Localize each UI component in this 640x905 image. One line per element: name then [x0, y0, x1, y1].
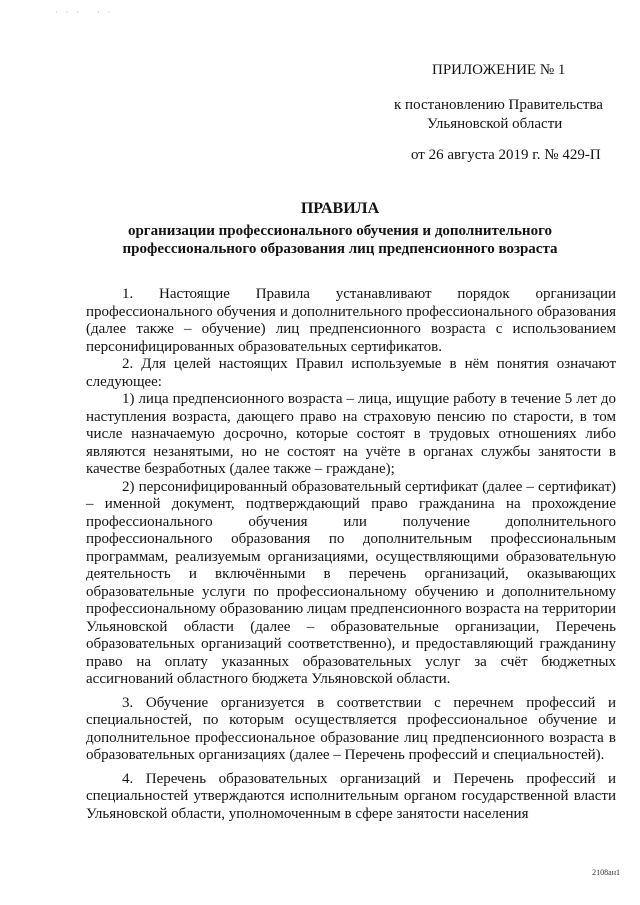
paragraph-2-item-2: 2) персонифицированный образовательный сертификат (далее – сертификат) – именной документ, подтверждающий право гражданина на прохождение профессионального обучения или получение дополнительного профессионального образования по дополнительным профессиональным программам, реализуемым организациями, осуществляющими образовательную деятельность и включёнными в перечень организаций, оказывающих образовательные услуги по профессиональному обучению и дополнительному профессиональному образованию лицам предпенсионного возраста на территории Ульяновской области (далее – образовательные организации, Перечень образовательных организаций соответственно), и предоставляющий гражданину право на оплату указанных образовательных услуг за счёт бюджетных ассигнований областного бюджета Ульяновской области. [86, 478, 616, 687]
paragraph-1: 1. Настоящие Правила устанавливают порядок организации профессионального обучения и дополнительного профессионального образования (далее также – обучение) лиц предпенсионного возраста с использованием персонифицированных образовательных сертификатов. [86, 286, 616, 355]
document-code: 2108ан1 [592, 868, 620, 877]
paragraph-2-item-1: 1) лица предпенсионного возраста – лица, ищущие работу в течение 5 лет до наступления возраста, дающего право на страховую пенсию по старости, в том числе назначаемую досрочно, которые состоят в трудовых отношениях либо являются незанятыми, но не состоят на учёте в органах службы занятости в качестве безработных (далее также – граждане); [86, 391, 616, 477]
rules-title-block [70, 200, 610, 258]
appendix-label: ПРИЛОЖЕНИЕ № 1 [432, 62, 566, 78]
resolution-reference-line1: к постановлению Правительства [394, 97, 603, 113]
paragraph-2: 2. Для целей настоящих Правил используемые в нём понятия означают следующее: [86, 356, 616, 390]
document-body [86, 286, 616, 823]
paragraph-4: 4. Перечень образовательных организаций и Перечень профессий и специальностей утверждаются исполнительным органом государственной власти Ульяновской области, уполномоченным в сфере занятости населения [86, 770, 616, 822]
rules-subtitle: организации профессионального обучения и дополнительного профессионального образования лиц предпенсионного возраста [122, 223, 558, 257]
paragraph-3: 3. Обучение организуется в соответствии с перечнем профессий и специальностей, по которым осуществляется профессиональное обучение и дополнительное профессиональное образование лиц предпенсионного возраста в образовательных организациях (далее – Перечень профессий и специальностей). [86, 694, 616, 763]
scan-specks: · · · · · [55, 8, 114, 17]
resolution-date: от 26 августа 2019 г. № 429-П [411, 147, 601, 163]
rules-title: ПРАВИЛА [300, 200, 380, 217]
resolution-reference-line2: Ульяновской области [427, 116, 563, 132]
